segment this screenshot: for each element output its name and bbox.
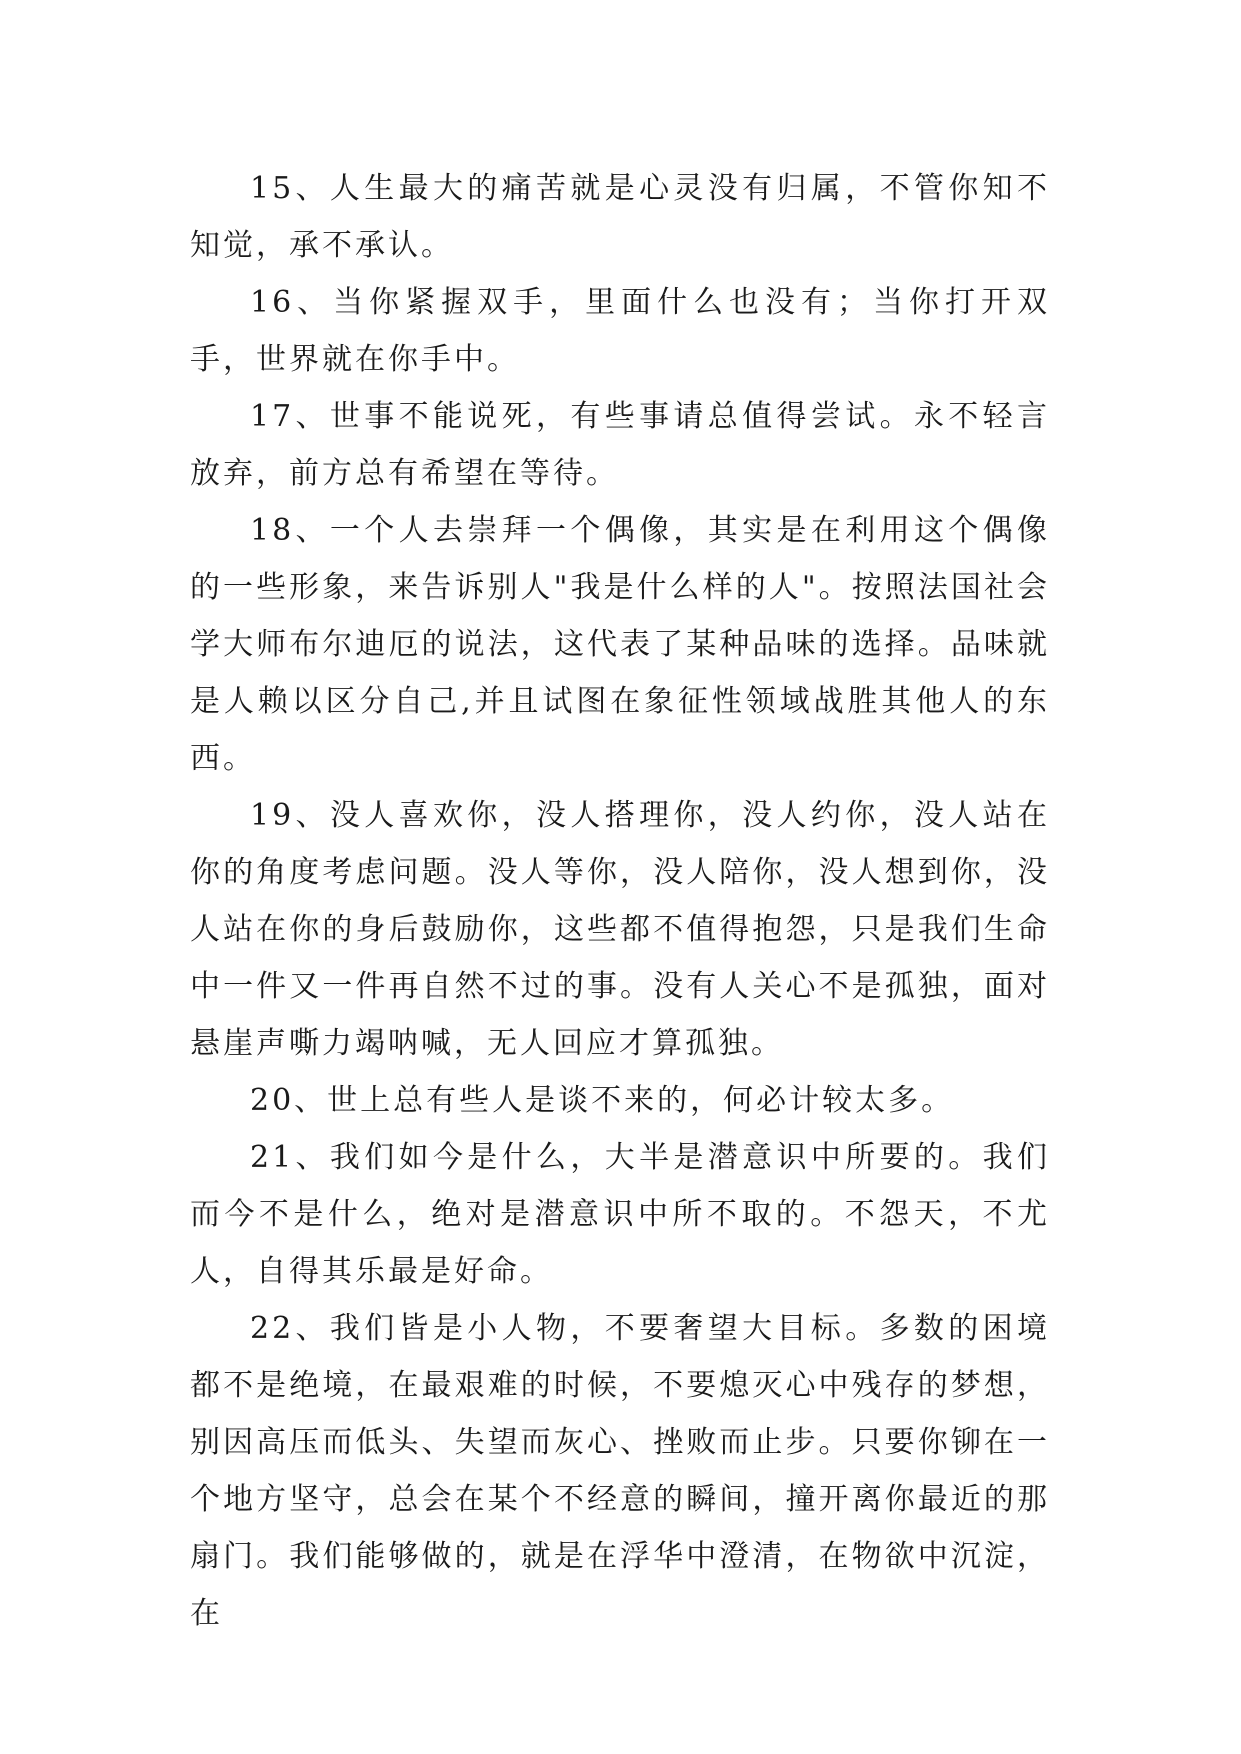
paragraph-16: 16、当你紧握双手，里面什么也没有；当你打开双手，世界就在你手中。 (190, 285, 1050, 377)
paragraph-21: 21、我们如今是什么，大半是潜意识中所要的。我们而今不是什么，绝对是潜意识中所不取的。不怨天，不尤人，自得其乐最是好命。 (190, 1140, 1050, 1289)
paragraph-18: 18、一个人去崇拜一个偶像，其实是在利用这个偶像的一些形象，来告诉别人"我是什么样的人"。按照法国社会学大师布尔迪厄的说法，这代表了某种品味的选择。品味就是人赖以区分自己,并且试图在象征性领域战胜其他人的东西。 (190, 513, 1050, 776)
paragraph-15: 15、人生最大的痛苦就是心灵没有归属，不管你知不知觉，承不承认。 (190, 171, 1050, 263)
paragraph-20: 20、世上总有些人是谈不来的，何必计较太多。 (250, 1083, 955, 1118)
document-body (190, 160, 1050, 1642)
paragraph-17: 17、世事不能说死，有些事请总值得尝试。永不轻言放弃，前方总有希望在等待。 (190, 399, 1050, 491)
paragraph-22: 22、我们皆是小人物，不要奢望大目标。多数的困境都不是绝境，在最艰难的时候，不要熄灭心中残存的梦想，别因高压而低头、失望而灰心、挫败而止步。只要你铆在一个地方坚守，总会在某个不经意的瞬间，撞开离你最近的那扇门。我们能够做的，就是在浮华中澄清，在物欲中沉淀，在 (190, 1311, 1050, 1631)
paragraph-19: 19、没人喜欢你，没人搭理你，没人约你，没人站在你的角度考虑问题。没人等你，没人陪你，没人想到你，没人站在你的身后鼓励你，这些都不值得抱怨，只是我们生命中一件又一件再自然不过的事。没有人关心不是孤独，面对悬崖声嘶力竭呐喊，无人回应才算孤独。 (190, 798, 1050, 1061)
